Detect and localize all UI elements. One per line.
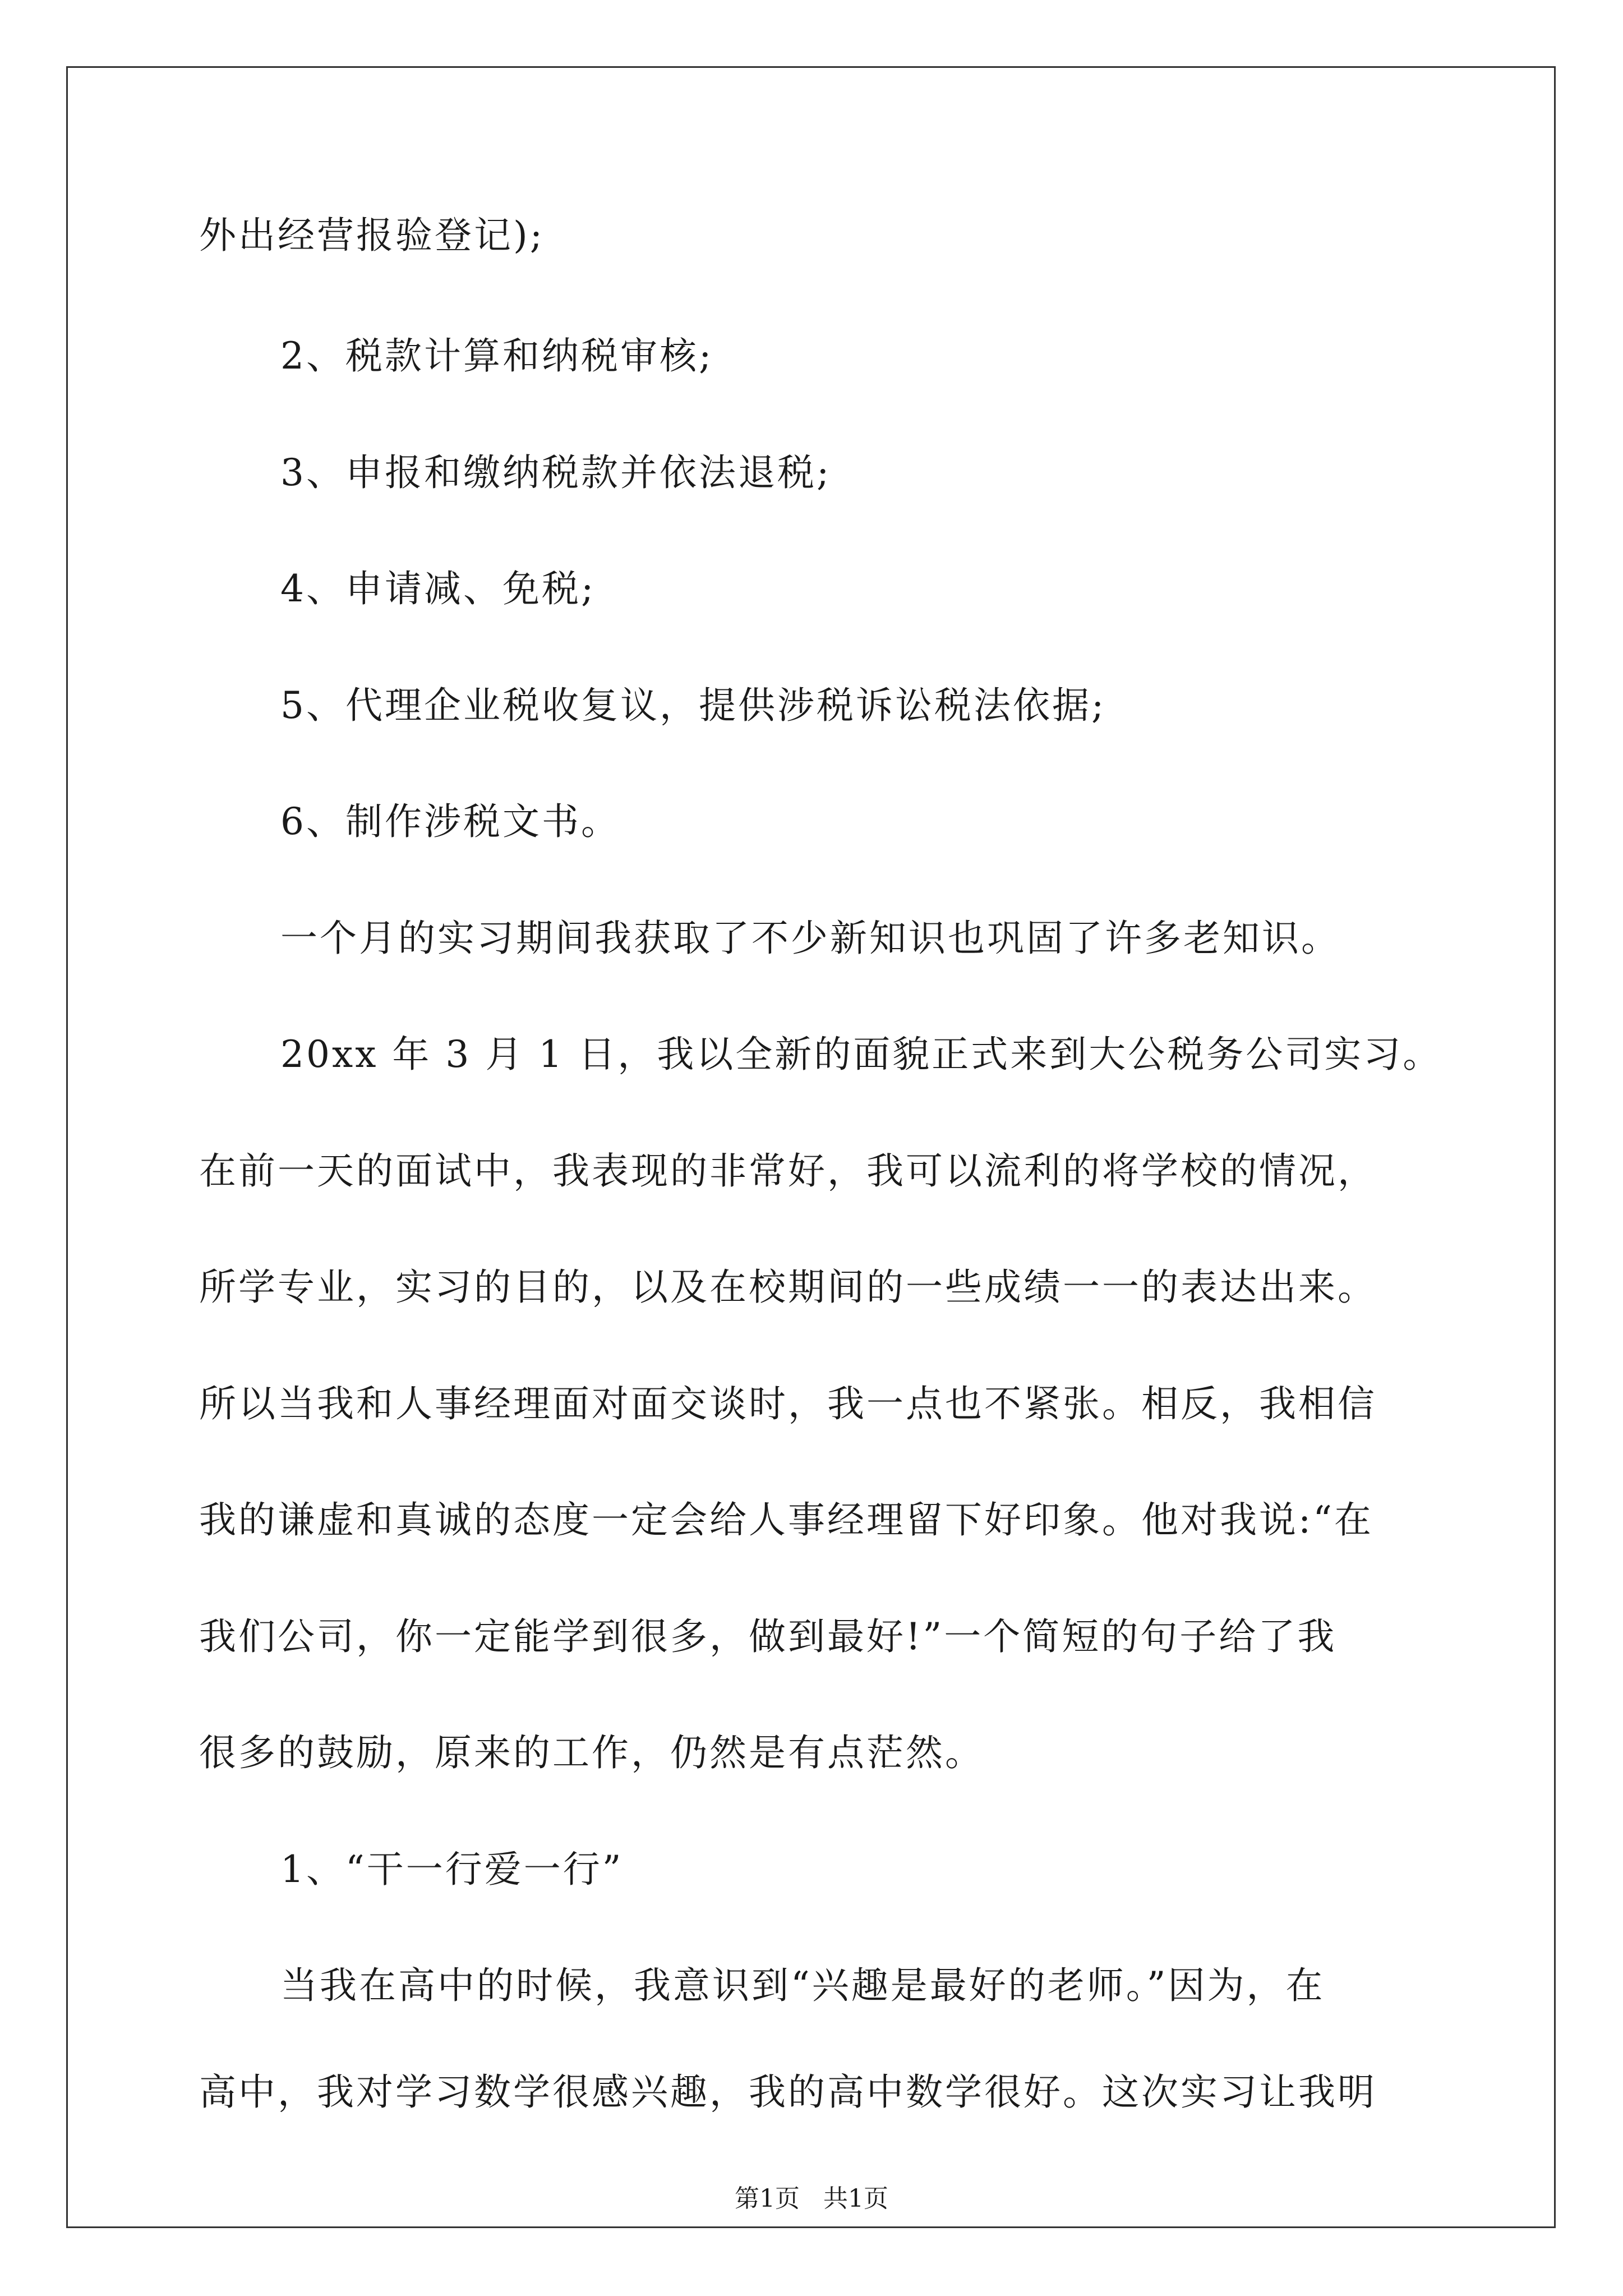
paragraph-line: 在前一天的面试中，我表现的非常好，我可以流利的将学校的情况， (199, 1149, 1377, 1193)
paragraph-line: 一个月的实习期间我获取了不少新知识也巩固了许多老知识。 (280, 917, 1340, 960)
paragraph-line: 当我在高中的时候，我意识到“兴趣是最好的老师。”因为，在 (280, 1964, 1325, 2007)
list-item: 6、制作涉税文书。 (280, 800, 620, 843)
list-item: 4、申请减、免税; (280, 567, 596, 610)
paragraph-line: 我的谦虚和真诚的态度一定会给人事经理留下好印象。他对我说:“在 (199, 1498, 1373, 1542)
paragraph-line: 所以当我和人事经理面对面交谈时，我一点也不紧张。相反，我相信 (199, 1382, 1377, 1425)
list-item: 2、税款计算和纳税审核; (280, 334, 714, 378)
section-heading: 1、“干一行爱一行” (280, 1848, 624, 1891)
paragraph-line: 很多的鼓励，原来的工作，仍然是有点茫然。 (199, 1731, 984, 1774)
list-item: 3、申报和缴纳税款并依法退税; (280, 451, 832, 494)
paragraph-line: 20xx 年 3 月 1 日，我以全新的面貌正式来到大公税务公司实习。 (280, 1033, 1442, 1076)
paragraph-line: 高中，我对学习数学很感兴趣，我的高中数学很好。这次实习让我明 (199, 2070, 1377, 2114)
list-item: 5、代理企业税收复议，提供涉税诉讼税法依据; (280, 684, 1106, 727)
paragraph-line: 所学专业，实习的目的，以及在校期间的一些成绩一一的表达出来。 (199, 1266, 1377, 1309)
page-footer: 第1页 共1页 (735, 2184, 888, 2213)
paragraph-line: 我们公司，你一定能学到很多，做到最好!”一个简短的句子给了我 (199, 1615, 1337, 1658)
text-line: 外出经营报验登记); (199, 214, 545, 257)
